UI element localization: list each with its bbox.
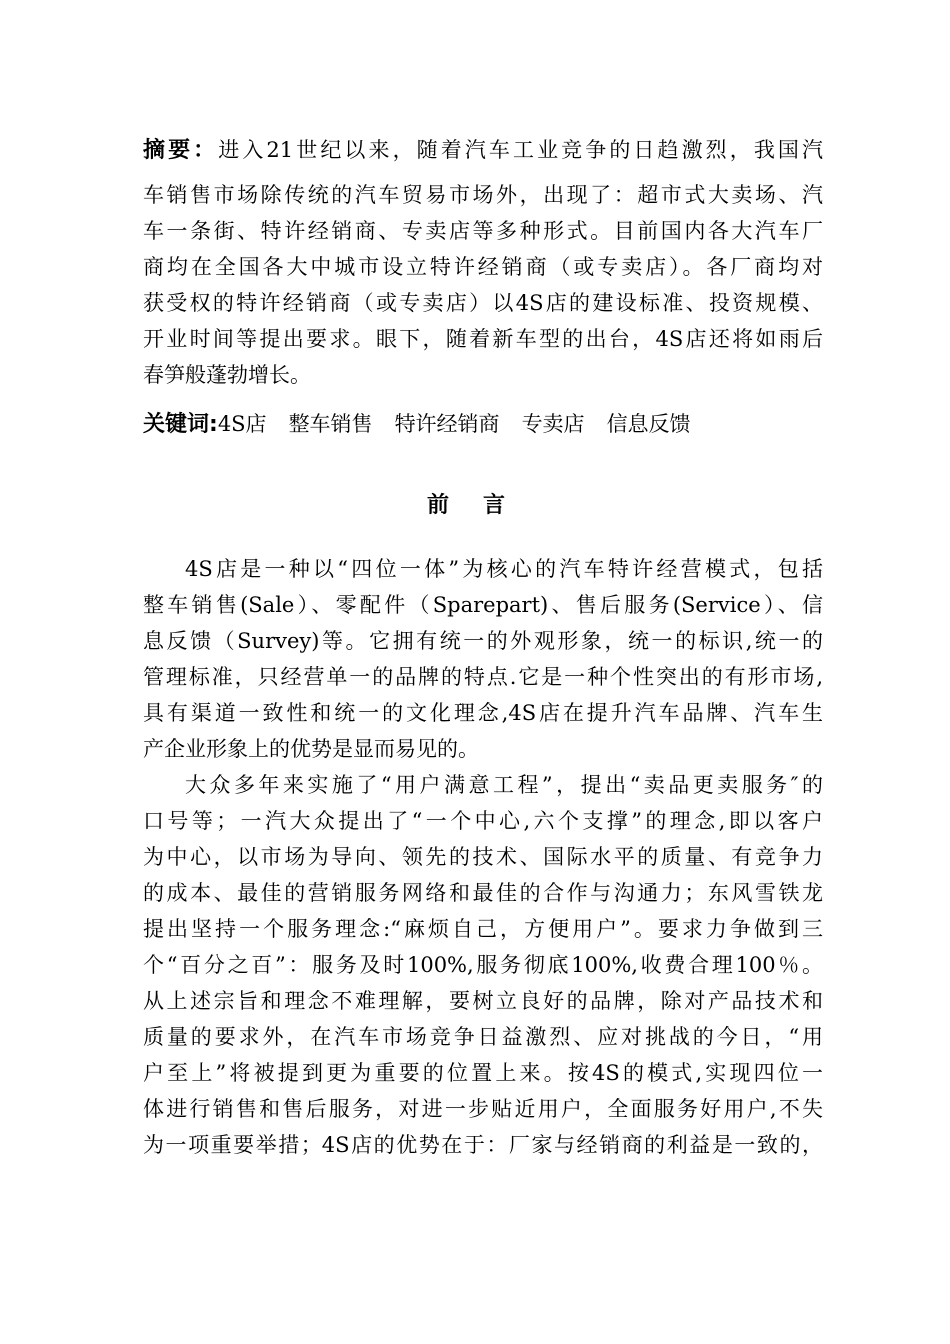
abstract-line: 商均在全国各大中城市设立特许经销商（或专卖店）。各厂商均对: [143, 255, 823, 279]
keyword: 特许经销商: [394, 412, 500, 436]
paragraph-line: 质量的要求外，在汽车市场竞争日益激烈、应对挑战的今日，“用: [143, 1025, 823, 1049]
abstract-line: [143, 132, 823, 168]
abstract-line: 车一条街、特许经销商、专卖店等多种形式。目前国内各大汽车厂: [143, 219, 823, 243]
paragraph-line: 产企业形象上的优势是显而易见的。: [143, 737, 479, 761]
paragraph-line: 4S店是一种以“四位一体”为核心的汽车特许经营模式，包括: [185, 557, 823, 581]
paragraph-line: 为中心，以市场为导向、领先的技术、国际水平的质量、有竞争力: [143, 845, 823, 869]
abstract-section: [143, 132, 823, 393]
paragraph-line: 大众多年来实施了“用户满意工程”，提出“卖品更卖服务″的: [185, 773, 823, 797]
keywords-label: 关键词:: [143, 412, 218, 437]
abstract-line: 春笋般蓬勃增长。: [143, 363, 311, 387]
paragraph-line: 的成本、最佳的营销服务网络和最佳的合作与沟通力；东风雪铁龙: [143, 881, 823, 905]
paragraph-2: [143, 767, 823, 1163]
paragraph-line: 户至上”将被提到更为重要的位置上来。按4S的模式,实现四位一: [143, 1061, 823, 1085]
paragraph-line: 为一项重要举措；4S店的优势在于：厂家与经销商的利益是一致的，: [143, 1133, 823, 1157]
abstract-label: 摘要：: [143, 138, 219, 163]
paragraph-line: 具有渠道一致性和统一的文化理念,4S店在提升汽车品牌、汽车生: [143, 701, 823, 725]
keyword: 整车销售: [288, 412, 373, 436]
paragraph-line: 个“百分之百”：服务及时100%,服务彻底100%,收费合理100％。: [143, 953, 823, 977]
keyword: 4S店: [217, 412, 267, 436]
abstract-line: 获受权的特许经销商（或专卖店）以4S店的建设标准、投资规模、: [143, 291, 823, 315]
paragraph-line: 提出坚持一个服务理念:“麻烦自己，方便用户”。要求力争做到三: [143, 917, 823, 941]
paragraph-line: 体进行销售和售后服务，对进一步贴近用户，全面服务好用户,不失: [143, 1097, 823, 1121]
section-title: 前言: [426, 492, 539, 518]
abstract-line: 车销售市场除传统的汽车贸易市场外，出现了：超市式大卖场、汽: [143, 183, 823, 207]
document-page: [143, 132, 823, 1163]
keyword: 专卖店: [521, 412, 585, 436]
abstract-text: 进入21世纪以来，随着汽车工业竞争的日趋激烈，我国汽: [218, 138, 823, 162]
keyword: 信息反馈: [606, 412, 691, 436]
abstract-line: 开业时间等提出要求。眼下，随着新车型的出台，4S店还将如雨后: [143, 327, 823, 351]
paragraph-line: 管理标准，只经营单一的品牌的特点.它是一种个性突出的有形市场,: [143, 665, 823, 689]
paragraph-line: 口号等；一汽大众提出了“一个中心,六个支撑”的理念,即以客户: [143, 809, 823, 833]
keywords-section: [143, 406, 823, 442]
paragraph-line: 从上述宗旨和理念不难理解，要树立良好的品牌，除对产品技术和: [143, 989, 823, 1013]
paragraph-1: [143, 551, 823, 767]
paragraph-line: 整车销售(Sale）、零配件（Sparepart)、售后服务(Service）、信: [143, 593, 823, 617]
paragraph-line: 息反馈（Survey)等。它拥有统一的外观形象，统一的标识,统一的: [143, 629, 823, 653]
